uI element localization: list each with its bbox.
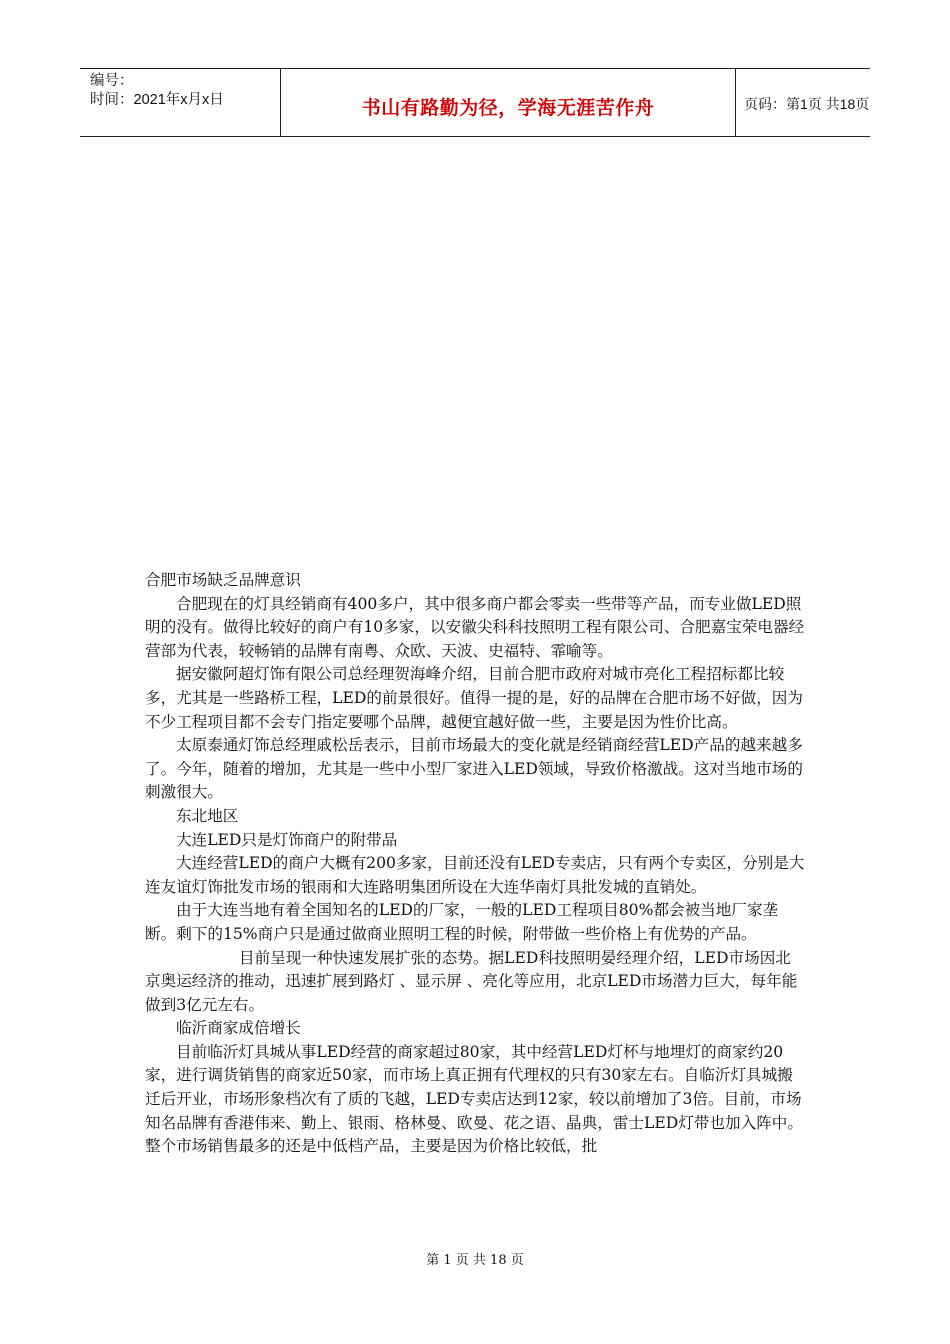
body-paragraph: 由于大连当地有着全国知名的LED的厂家，一般的LED工程项目80%都会被当地厂家垄断。剩下的15%商户只是通过做商业照明工程的时候，附带做一些价格上有优势的产品。 [145, 901, 779, 943]
header-motto-cell [281, 69, 736, 136]
header-page-cell [736, 69, 870, 136]
header-page-info: 页码：第1页 共18页 [744, 96, 870, 112]
body-paragraph: 据安徽阿超灯饰有限公司总经理贺海峰介绍，目前合肥市政府对城市亮化工程招标都比较多，尤其是一些路桥工程，LED的前景很好。值得一提的是，好的品牌在合肥市场不好做，因为不少工程项目都不会专门指定要哪个品牌，越便宜越好做一些，主要是因为性价比高。 [145, 665, 803, 731]
body-paragraph: 合肥现在的灯具经销商有400多户，其中很多商户都会零卖一些带等产品，而专业做LED照明的没有。做得比较好的商户有10多家，以安徽尖科科技照明工程有限公司、合肥嘉宝荣电器经营部为代表，较畅销的品牌有南粤、众欧、天波、史福特、霏喻等。 [145, 594, 805, 660]
header-motto: 书山有路勤为径，学海无涯苦作舟 [361, 97, 655, 119]
section-heading-hefei: 合肥市场缺乏品牌意识 [145, 571, 301, 589]
body-paragraph: 大连经营LED的商户大概有200多家，目前还没有LED专卖店，只有两个专卖区，分别是大连友谊灯饰批发市场的银雨和大连路明集团所设在大连华南灯具批发城的直销处。 [145, 854, 805, 896]
body-paragraph: 太原泰通灯饰总经理戚松岳表示，目前市场最大的变化就是经销商经营LED产品的越来越多了。今年，随着的增加，尤其是一些中小型厂家进入LED领域，导致价格激战。这对当地市场的刺激很大。 [145, 736, 803, 802]
document-number-label: 编号： [90, 73, 134, 89]
page-header [80, 68, 870, 137]
header-meta-cell [80, 69, 281, 136]
section-heading-dalian: 大连LED只是灯饰商户的附带品 [176, 830, 398, 849]
page-footer: 第 1 页 共 18 页 [426, 1253, 524, 1268]
document-time-label: 时间：2021年x月x日 [90, 92, 224, 108]
body-paragraph: 目前临沂灯具城从事LED经营的商家超过80家，其中经营LED灯杯与地埋灯的商家约20家，进行调货销售的商家近50家，而市场上真正拥有代理权的只有30家左右。自临沂灯具城搬迁后开业，市场形象档次有了质的飞越，LED专卖店达到12家，较以前增加了3倍。目前，市场知名品牌有香港伟来、勤上、银雨、格林曼、欧曼、花之语、晶典，雷士LED灯带也加入阵中。整个市场销售最多的还是中低档产品，主要是因为价格比较低，批 [145, 1042, 803, 1156]
body-paragraph: 目前呈现一种快速发展扩张的态势。据LED科技照明晏经理介绍，LED市场因北京奥运经济的推动，迅速扩展到路灯 、显示屏 、亮化等应用，北京LED市场潜力巨大，每年能做到3亿元左右。 [145, 948, 798, 1014]
section-heading-linyi: 临沂商家成倍增长 [176, 1019, 301, 1038]
section-heading-northeast: 东北地区 [176, 806, 239, 825]
document-body [145, 569, 805, 1159]
